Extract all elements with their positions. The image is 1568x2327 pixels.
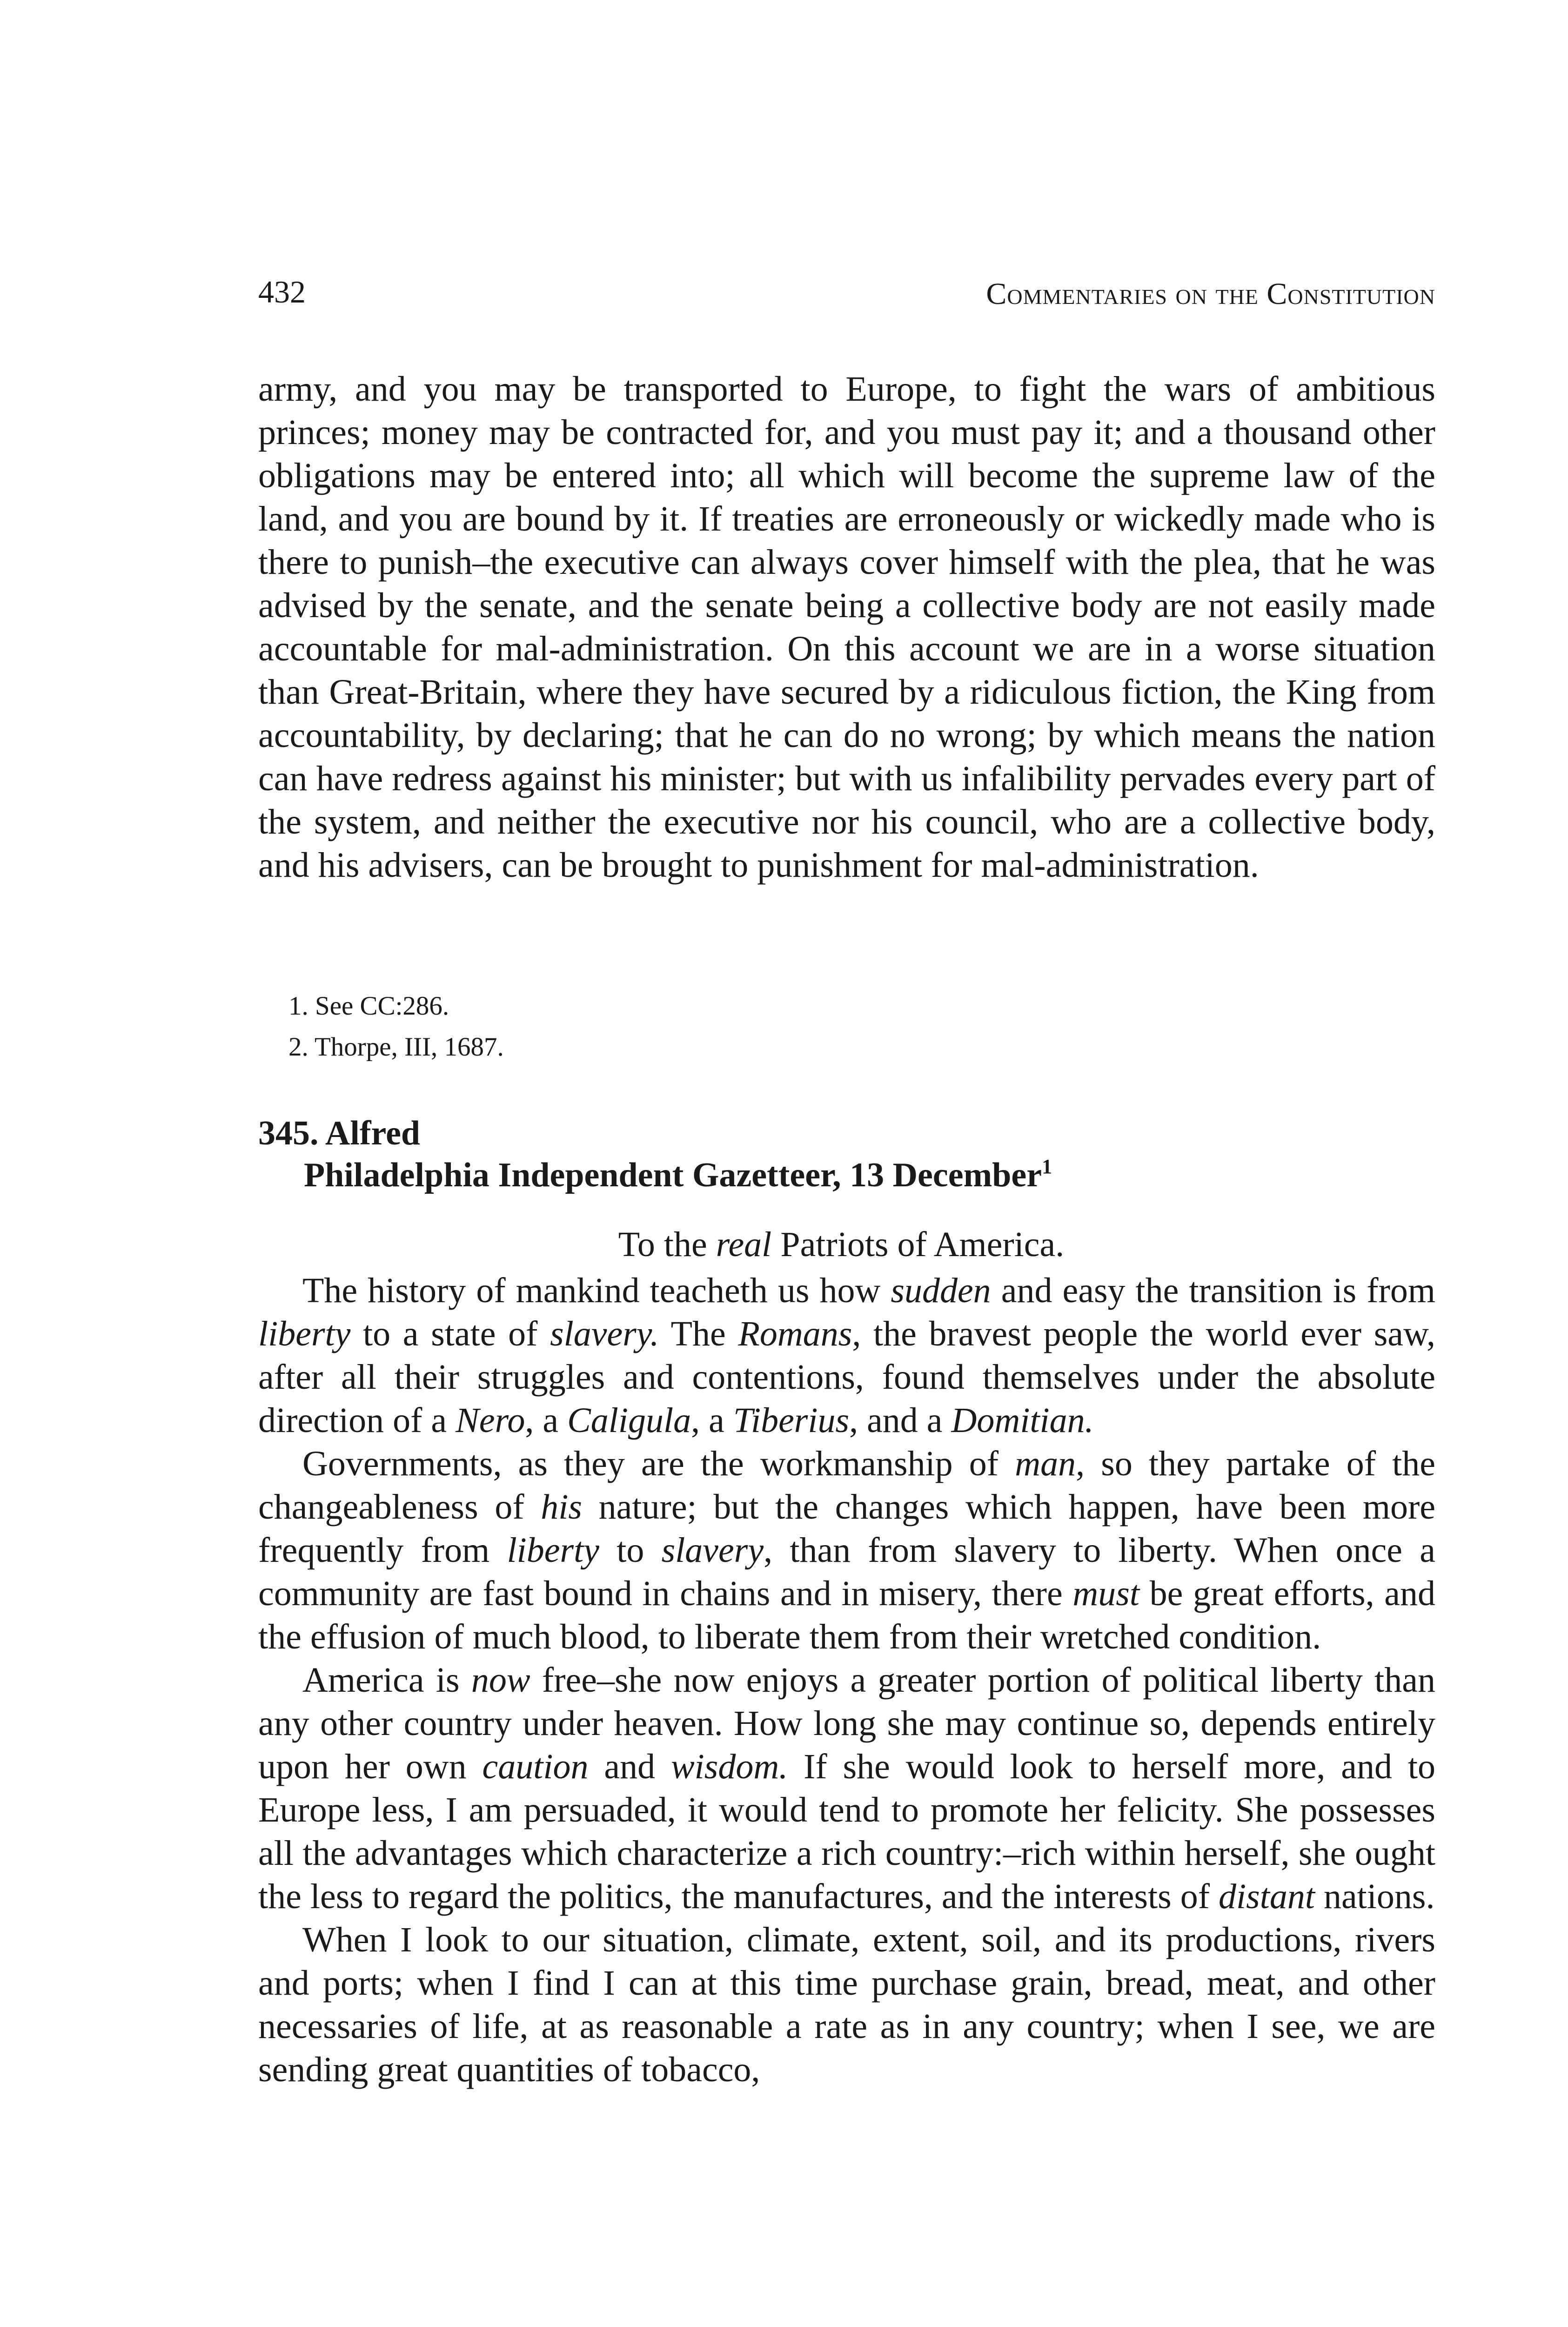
text-run: and easy the transition is from [991,1271,1435,1310]
source-text: Philadelphia Independent Gazetteer, 13 December [304,1156,1042,1194]
italic-text: Caligula [567,1401,691,1440]
text-run: , so they partake of the changeableness of [258,1444,1435,1527]
text-run: America is [302,1661,471,1700]
italic-text: Domitian. [951,1401,1094,1440]
italic-text: liberty [507,1531,599,1570]
running-head [258,274,1435,316]
footnote-marker: 1 [1042,1155,1052,1178]
italic-text: Tiberius [733,1401,850,1440]
letter-paragraph [258,1659,1435,1918]
italic-text: liberty [258,1314,351,1353]
text-run: The [659,1314,738,1353]
text-run: , and a [849,1401,952,1440]
text-run: nations. [1314,1877,1435,1916]
text-run: and [588,1747,671,1786]
letter-paragraph [258,1269,1435,1442]
document-heading: 345. Alfred [258,1114,421,1152]
italic-text: man [1015,1444,1076,1483]
italic-text: Nero [456,1401,525,1440]
italic-text: now [471,1661,530,1700]
italic-text: distant [1219,1877,1315,1916]
continued-paragraph: army, and you may be transported to Europe, to fight the wars of ambitious princes; money may be contracted for, and you must pay it; and a thousand other obligations may be entered into; all which will become the supreme law of the land, and you are bound by it. If treaties are erroneously or wickedly made who is there to punish–the executive can always cover himself with the plea, that he was advised by the senate, and the senate being a collective body are not easily made accountable for mal-administration. On this account we are in a worse situation than Great-Britain, where they have secured by a ridiculous fiction, the King from accountability, by declaring; that he can do no wrong; by which means the nation can have redress against his minister; but with us infalibility pervades every part of the system, and neither the executive nor his council, who are a collective body, and his advisers, can be brought to punishment for mal-administration. [258,370,1435,885]
document-source [304,1154,1052,1196]
salutation-before: To the [618,1225,716,1264]
salutation-emphasis: real [716,1225,772,1264]
text-run: nature; but the changes which happen, have been more frequently from [258,1487,1435,1570]
text-run: to [599,1531,662,1570]
italic-text: caution [482,1747,589,1786]
text-run: The history of mankind teacheth us how [302,1271,891,1310]
italic-text: must [1072,1574,1139,1613]
text-run: , a [525,1401,568,1440]
footnote: 1. See CC:286. [288,991,449,1021]
text-run: , the bravest people the world ever saw, after all their struggles and contentions, found themselves under the absolute direction of a [258,1314,1435,1440]
footnotes [288,986,504,1068]
italic-text: his [541,1487,582,1527]
text-run: be great efforts, and the effusion of much blood, to liberate them from their wretched condition. [258,1574,1435,1656]
text-run: , than from slavery to liberty. When once a community are fast bound in chains and in misery, there [258,1531,1436,1613]
italic-text: Romans [738,1314,852,1353]
letter-paragraph [258,1918,1435,2092]
text-run: If she would look to herself more, and to Europe less, I am persuaded, it would tend to promote her felicity. She possesses all the advantages which characterize a rich country:–rich within herself, she ought the less to regard the politics, the manufactures, and the interests of [258,1747,1435,1916]
letter-body [258,1269,1435,2092]
salutation [0,1223,1568,1266]
page-number: 432 [258,274,306,309]
italic-text: slavery. [550,1314,659,1353]
letter-paragraph [258,1442,1435,1659]
text-run: When I look to our situation, climate, extent, soil, and its productions, rivers and ports; when I find I can at this time purchase grain, bread, meat, and other necessaries of life, at as reasonable a rate as in any country; when I see, we are sending great quantities of tobacco, [258,1920,1435,2089]
italic-text: sudden [891,1271,991,1310]
running-title: Commentaries on the Constitution [986,277,1435,311]
text-run: , a [691,1401,733,1440]
continued-text [258,368,1435,887]
text-run: free–she now enjoys a greater portion of political liberty than any other country under heaven. How long she may continue so, depends entirely upon her own [258,1661,1436,1786]
salutation-after: Patriots of America. [771,1225,1065,1264]
italic-text: wisdom. [670,1747,788,1786]
italic-text: slavery [661,1531,764,1570]
text-run: to a state of [350,1314,550,1353]
footnote: 2. Thorpe, III, 1687. [288,1032,504,1062]
text-run: Governments, as they are the workmanship of [302,1444,1015,1483]
